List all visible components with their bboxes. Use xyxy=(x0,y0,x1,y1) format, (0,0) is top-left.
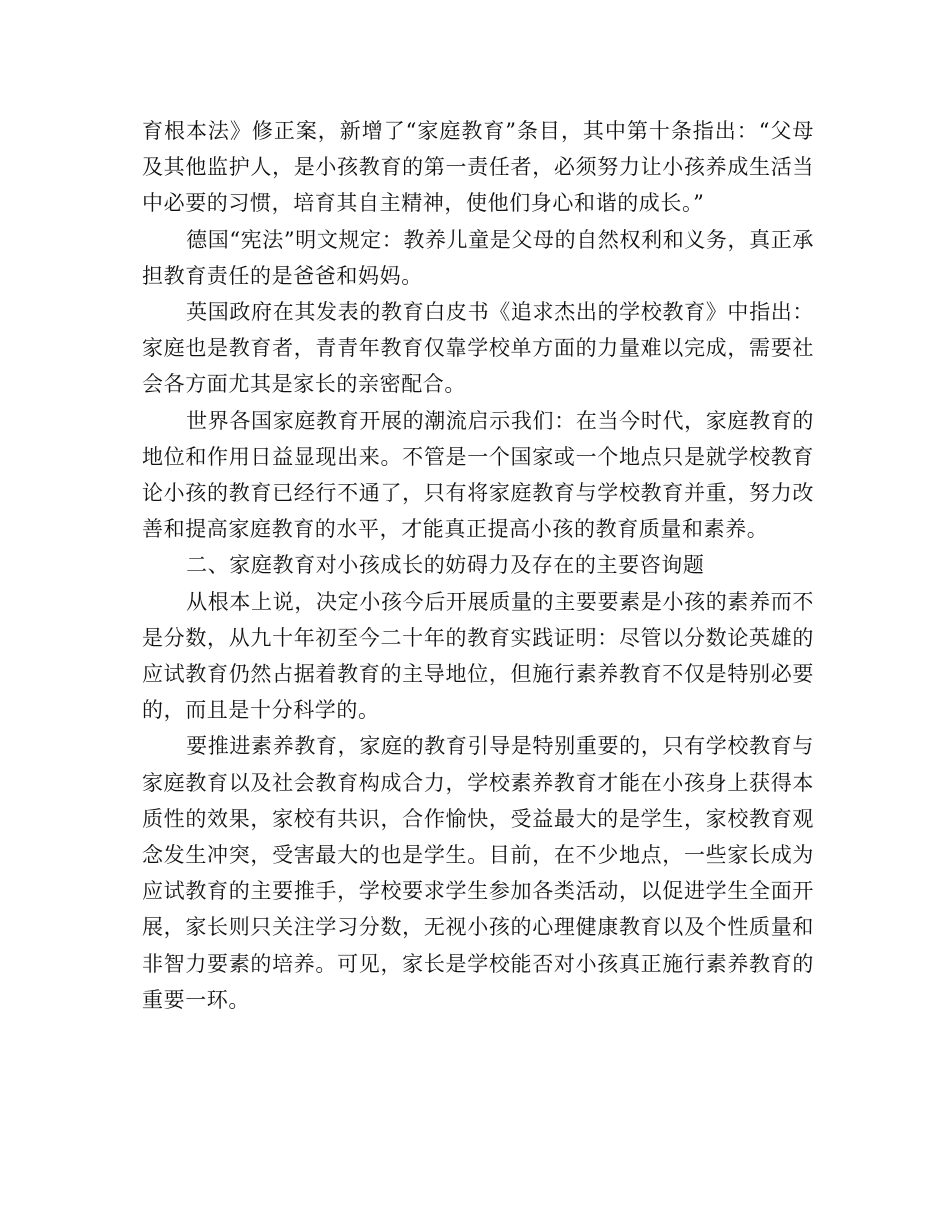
section-heading: 二、家庭教育对小孩成长的妨碍力及存在的主要咨询题 xyxy=(186,553,705,578)
paragraph-3: 英国政府在其发表的教育白皮书《追求杰出的学校教育》中指出：家庭也是教育者，青青年教育仅靠学校单方面的力量难以完成，需要社会各方面尤其是家长的亲密配合。 xyxy=(142,300,814,397)
paragraph-6: 要推进素养教育，家庭的教育引导是特别重要的，只有学校教育与家庭教育以及社会教育构成合力，学校素养教育才能在小孩身上获得本质性的效果，家校有共识，合作愉快，受益最大的是学生，家校教育观念发生冲突，受害最大的也是学生。目前，在不少地点，一些家长成为应试教育的主要推手，学校要求学生参加各类活动，以促进学生全面开展，家长则只关注学习分数，无视小孩的心理健康教育以及个性质量和非智力要素的培养。可见，家长是学校能否对小孩真正施行素养教育的重要一环。 xyxy=(142,734,814,1012)
paragraph-1: 育根本法》修正案，新增了“家庭教育”条目，其中第十条指出：“父母及其他监护人，是小孩教育的第一责任者，必须努力让小孩养成生活当中必要的习惯，培育其自主精神，使他们身心和谐的成长。” xyxy=(142,119,814,216)
paragraph-2: 德国“宪法”明文规定：教养儿童是父母的自然权利和义务，真正承担教育责任的是爸爸和妈妈。 xyxy=(142,227,814,288)
document-body xyxy=(142,113,814,1018)
paragraph-5: 从根本上说，决定小孩今后开展质量的主要要素是小孩的素养而不是分数，从九十年初至今二十年的教育实践证明：尽管以分数论英雄的应试教育仍然占据着教育的主导地位，但施行素养教育不仅是特别必要的，而且是十分科学的。 xyxy=(142,589,814,723)
paragraph-4: 世界各国家庭教育开展的潮流启示我们：在当今时代，家庭教育的地位和作用日益显现出来。不管是一个国家或一个地点只是就学校教育论小孩的教育已经行不通了，只有将家庭教育与学校教育并重，努力改善和提高家庭教育的水平，才能真正提高小孩的教育质量和素养。 xyxy=(142,408,814,542)
